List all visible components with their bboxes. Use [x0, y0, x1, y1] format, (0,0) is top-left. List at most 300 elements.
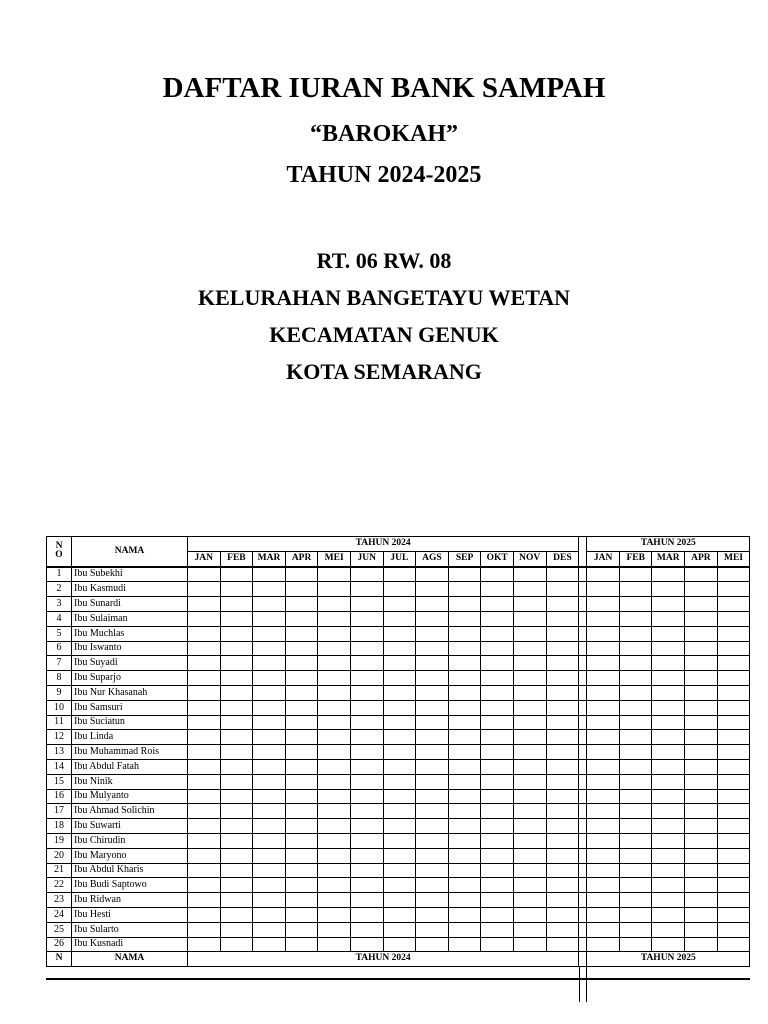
payment-cell-2025 — [652, 863, 685, 878]
payment-cell-2024 — [285, 641, 318, 656]
payment-cell-2024 — [481, 819, 514, 834]
payment-cell-2024 — [350, 582, 383, 597]
payment-cell-2024 — [416, 848, 449, 863]
payment-cell-2024 — [416, 922, 449, 937]
payment-cell-2024 — [416, 878, 449, 893]
year-separator — [579, 833, 587, 848]
payment-cell-2024 — [350, 611, 383, 626]
payment-cell-2025 — [652, 641, 685, 656]
kecamatan-line: KECAMATAN GENUK — [269, 322, 499, 347]
payment-cell-2024 — [383, 567, 416, 582]
payment-cell-2024 — [416, 715, 449, 730]
payment-cell-2024 — [383, 611, 416, 626]
member-name: Ibu Kasmudi — [72, 582, 188, 597]
header-row-groups — [47, 537, 750, 552]
payment-cell-2024 — [350, 907, 383, 922]
payment-cell-2024 — [546, 582, 579, 597]
payment-cell-2024 — [448, 848, 481, 863]
year-separator — [579, 582, 587, 597]
payment-cell-2024 — [416, 819, 449, 834]
payment-cell-2024 — [481, 893, 514, 908]
kota-line: KOTA SEMARANG — [286, 359, 482, 384]
footer-row — [47, 952, 750, 967]
payment-cell-2024 — [220, 582, 253, 597]
table-row — [47, 626, 750, 641]
payment-cell-2025 — [587, 907, 620, 922]
payment-cell-2024 — [383, 878, 416, 893]
member-name: Ibu Sulaiman — [72, 611, 188, 626]
payment-cell-2024 — [546, 715, 579, 730]
payment-cell-2024 — [416, 611, 449, 626]
payment-cell-2024 — [188, 878, 221, 893]
payment-cell-2024 — [350, 685, 383, 700]
payment-cell-2024 — [253, 582, 286, 597]
year-separator — [579, 863, 587, 878]
payment-cell-2024 — [546, 611, 579, 626]
payment-cell-2024 — [481, 582, 514, 597]
payment-cell-2025 — [717, 597, 750, 612]
payment-cell-2025 — [685, 626, 718, 641]
row-number: 6 — [47, 641, 72, 656]
payment-cell-2024 — [481, 745, 514, 760]
payment-cell-2024 — [546, 819, 579, 834]
payment-cell-2024 — [188, 789, 221, 804]
payment-cell-2024 — [513, 833, 546, 848]
payment-cell-2024 — [448, 774, 481, 789]
payment-cell-2024 — [383, 848, 416, 863]
payment-cell-2024 — [253, 715, 286, 730]
member-name: Ibu Subekhi — [72, 567, 188, 582]
payment-cell-2025 — [652, 907, 685, 922]
payment-cell-2025 — [685, 582, 718, 597]
table-row — [47, 819, 750, 834]
payment-cell-2024 — [383, 715, 416, 730]
payment-cell-2024 — [318, 671, 351, 686]
payment-cell-2024 — [253, 641, 286, 656]
payment-cell-2024 — [285, 685, 318, 700]
payment-cell-2025 — [652, 611, 685, 626]
payment-cell-2025 — [652, 819, 685, 834]
member-name: Ibu Sunardi — [72, 597, 188, 612]
payment-cell-2024 — [416, 893, 449, 908]
payment-cell-2024 — [448, 804, 481, 819]
row-number: 24 — [47, 907, 72, 922]
payment-cell-2024 — [188, 833, 221, 848]
payment-cell-2024 — [383, 863, 416, 878]
payment-cell-2025 — [619, 848, 652, 863]
payment-cell-2024 — [416, 582, 449, 597]
payment-cell-2024 — [253, 922, 286, 937]
payment-cell-2024 — [448, 759, 481, 774]
payment-cell-2025 — [619, 893, 652, 908]
year-separator — [579, 952, 587, 967]
payment-cell-2024 — [318, 656, 351, 671]
row-number: 11 — [47, 715, 72, 730]
payment-cell-2024 — [416, 907, 449, 922]
payment-cell-2024 — [285, 863, 318, 878]
payment-cell-2024 — [513, 922, 546, 937]
payment-cell-2024 — [546, 641, 579, 656]
payment-cell-2024 — [481, 848, 514, 863]
payment-cell-2024 — [546, 685, 579, 700]
payment-cell-2024 — [513, 582, 546, 597]
payment-cell-2024 — [253, 611, 286, 626]
payment-cell-2024 — [220, 819, 253, 834]
payment-cell-2024 — [513, 700, 546, 715]
member-name: Ibu Iswanto — [72, 641, 188, 656]
payment-cell-2024 — [513, 789, 546, 804]
payment-cell-2024 — [448, 833, 481, 848]
member-name: Ibu Suciatun — [72, 715, 188, 730]
payment-cell-2025 — [717, 759, 750, 774]
payment-cell-2024 — [350, 656, 383, 671]
payment-cell-2024 — [383, 774, 416, 789]
payment-cell-2025 — [587, 819, 620, 834]
payment-cell-2025 — [619, 567, 652, 582]
row-number: 23 — [47, 893, 72, 908]
payment-cell-2025 — [587, 893, 620, 908]
payment-cell-2025 — [717, 907, 750, 922]
payment-cell-2025 — [619, 789, 652, 804]
payment-cell-2024 — [481, 567, 514, 582]
payment-cell-2025 — [619, 626, 652, 641]
payment-cell-2024 — [188, 685, 221, 700]
row-number: 20 — [47, 848, 72, 863]
payment-cell-2024 — [383, 819, 416, 834]
payment-cell-2024 — [416, 863, 449, 878]
payment-cell-2025 — [685, 789, 718, 804]
table-row — [47, 685, 750, 700]
payment-cell-2024 — [481, 730, 514, 745]
payment-cell-2024 — [188, 700, 221, 715]
payment-cell-2025 — [717, 745, 750, 760]
payment-cell-2024 — [318, 878, 351, 893]
payment-cell-2025 — [619, 611, 652, 626]
payment-cell-2025 — [685, 759, 718, 774]
payment-cell-2024 — [546, 922, 579, 937]
payment-cell-2024 — [448, 700, 481, 715]
month-header-2024: AGS — [416, 551, 449, 566]
payment-cell-2024 — [318, 922, 351, 937]
payment-cell-2024 — [318, 804, 351, 819]
payment-cell-2024 — [188, 848, 221, 863]
member-name: Ibu Abdul Fatah — [72, 759, 188, 774]
payment-cell-2025 — [619, 937, 652, 952]
payment-cell-2024 — [188, 567, 221, 582]
payment-cell-2024 — [220, 789, 253, 804]
month-header-2024: APR — [285, 551, 318, 566]
payment-cell-2024 — [481, 715, 514, 730]
payment-cell-2025 — [587, 656, 620, 671]
month-header-2025: MAR — [652, 551, 685, 566]
payment-cell-2024 — [285, 730, 318, 745]
member-name: Ibu Muchlas — [72, 626, 188, 641]
payment-cell-2024 — [546, 893, 579, 908]
row-number: 5 — [47, 626, 72, 641]
table-row — [47, 878, 750, 893]
payment-cell-2025 — [717, 937, 750, 952]
table-row — [47, 833, 750, 848]
payment-cell-2024 — [383, 789, 416, 804]
year-range: TAHUN 2024-2025 — [286, 162, 482, 188]
row-number: 7 — [47, 656, 72, 671]
table-row — [47, 656, 750, 671]
row-number: 3 — [47, 597, 72, 612]
row-number: 19 — [47, 833, 72, 848]
payment-cell-2025 — [717, 626, 750, 641]
table-row — [47, 848, 750, 863]
payment-cell-2024 — [318, 611, 351, 626]
payment-cell-2025 — [619, 863, 652, 878]
payment-cell-2025 — [652, 789, 685, 804]
payment-cell-2024 — [448, 922, 481, 937]
payment-cell-2024 — [546, 626, 579, 641]
payment-cell-2024 — [285, 922, 318, 937]
payment-cell-2024 — [318, 641, 351, 656]
payment-cell-2024 — [188, 759, 221, 774]
payment-cell-2024 — [188, 819, 221, 834]
payment-cell-2024 — [481, 597, 514, 612]
payment-cell-2024 — [188, 922, 221, 937]
payment-cell-2025 — [717, 848, 750, 863]
payment-cell-2024 — [188, 863, 221, 878]
payment-cell-2025 — [717, 789, 750, 804]
payment-cell-2024 — [481, 789, 514, 804]
payment-cell-2024 — [318, 937, 351, 952]
member-name: Ibu Suwarti — [72, 819, 188, 834]
footer-2024: TAHUN 2024 — [188, 952, 579, 967]
payment-cell-2024 — [285, 567, 318, 582]
payment-cell-2025 — [587, 582, 620, 597]
payment-cell-2024 — [448, 907, 481, 922]
payment-cell-2024 — [318, 626, 351, 641]
payment-cell-2024 — [188, 937, 221, 952]
payment-cell-2025 — [685, 715, 718, 730]
row-number: 9 — [47, 685, 72, 700]
payment-cell-2024 — [383, 626, 416, 641]
separator-tail-right — [586, 966, 587, 1002]
payment-cell-2024 — [188, 715, 221, 730]
payment-cell-2024 — [318, 893, 351, 908]
payment-cell-2024 — [253, 745, 286, 760]
payment-cell-2024 — [416, 833, 449, 848]
table-row — [47, 611, 750, 626]
payment-cell-2025 — [652, 848, 685, 863]
payment-cell-2024 — [285, 774, 318, 789]
payment-cell-2025 — [685, 700, 718, 715]
payment-cell-2025 — [717, 567, 750, 582]
payment-cell-2024 — [383, 937, 416, 952]
payment-cell-2024 — [513, 907, 546, 922]
month-header-2024: MEI — [318, 551, 351, 566]
payment-cell-2025 — [587, 833, 620, 848]
table-row — [47, 863, 750, 878]
payment-cell-2024 — [513, 626, 546, 641]
row-number: 8 — [47, 671, 72, 686]
payment-cell-2024 — [513, 656, 546, 671]
table-row — [47, 789, 750, 804]
payment-cell-2024 — [285, 671, 318, 686]
payment-cell-2024 — [350, 922, 383, 937]
payment-cell-2024 — [318, 715, 351, 730]
payment-cell-2024 — [220, 685, 253, 700]
payment-cell-2024 — [220, 774, 253, 789]
payment-cell-2025 — [619, 715, 652, 730]
payment-cell-2024 — [383, 893, 416, 908]
organization-name: “BAROKAH” — [309, 121, 458, 147]
payment-cell-2024 — [448, 611, 481, 626]
payment-cell-2024 — [546, 863, 579, 878]
payment-cell-2024 — [285, 833, 318, 848]
payment-cell-2024 — [220, 656, 253, 671]
month-header-2024: OKT — [481, 551, 514, 566]
payment-cell-2024 — [285, 626, 318, 641]
payment-cell-2025 — [685, 848, 718, 863]
table-row — [47, 582, 750, 597]
payment-cell-2024 — [448, 567, 481, 582]
payment-cell-2024 — [350, 937, 383, 952]
payment-cell-2024 — [448, 937, 481, 952]
payment-cell-2024 — [285, 611, 318, 626]
payment-cell-2024 — [481, 878, 514, 893]
footer-nama: NAMA — [72, 952, 188, 967]
payment-cell-2024 — [253, 671, 286, 686]
payment-cell-2024 — [220, 922, 253, 937]
payment-cell-2025 — [652, 715, 685, 730]
payment-cell-2025 — [652, 745, 685, 760]
payment-cell-2025 — [685, 863, 718, 878]
row-number: 21 — [47, 863, 72, 878]
payment-cell-2024 — [513, 730, 546, 745]
payment-cell-2024 — [383, 907, 416, 922]
payment-cell-2024 — [318, 907, 351, 922]
month-header-2024: DES — [546, 551, 579, 566]
member-name: Ibu Suparjo — [72, 671, 188, 686]
payment-cell-2024 — [513, 804, 546, 819]
row-number: 26 — [47, 937, 72, 952]
payment-cell-2025 — [717, 922, 750, 937]
member-name: Ibu Ahmad Solichin — [72, 804, 188, 819]
payment-cell-2024 — [253, 656, 286, 671]
payment-cell-2024 — [448, 878, 481, 893]
payment-cell-2024 — [546, 878, 579, 893]
payment-cell-2024 — [220, 671, 253, 686]
payment-cell-2024 — [448, 789, 481, 804]
payment-cell-2024 — [285, 700, 318, 715]
payment-cell-2024 — [220, 907, 253, 922]
payment-cell-2024 — [546, 597, 579, 612]
payment-cell-2024 — [350, 863, 383, 878]
payment-cell-2025 — [717, 819, 750, 834]
payment-cell-2024 — [285, 893, 318, 908]
table-row — [47, 700, 750, 715]
month-header-2024: JUN — [350, 551, 383, 566]
payment-cell-2025 — [685, 804, 718, 819]
payment-cell-2024 — [350, 671, 383, 686]
payment-cell-2024 — [253, 567, 286, 582]
member-name: Ibu Linda — [72, 730, 188, 745]
dues-table — [46, 536, 750, 967]
payment-cell-2024 — [513, 685, 546, 700]
payment-cell-2024 — [253, 700, 286, 715]
payment-cell-2024 — [188, 804, 221, 819]
table-row — [47, 759, 750, 774]
payment-cell-2025 — [717, 582, 750, 597]
month-header-2025: JAN — [587, 551, 620, 566]
year-separator — [579, 922, 587, 937]
payment-cell-2024 — [383, 685, 416, 700]
payment-cell-2024 — [416, 745, 449, 760]
payment-cell-2024 — [318, 730, 351, 745]
year-separator — [579, 537, 587, 567]
payment-cell-2025 — [685, 611, 718, 626]
table-row — [47, 715, 750, 730]
year-separator — [579, 626, 587, 641]
col-header-no: N O — [47, 537, 72, 567]
payment-cell-2024 — [416, 671, 449, 686]
payment-cell-2024 — [220, 567, 253, 582]
payment-cell-2025 — [652, 671, 685, 686]
member-name: Ibu Chirudin — [72, 833, 188, 848]
payment-cell-2025 — [652, 582, 685, 597]
payment-cell-2024 — [220, 626, 253, 641]
payment-cell-2024 — [318, 833, 351, 848]
payment-cell-2025 — [619, 730, 652, 745]
payment-cell-2025 — [587, 685, 620, 700]
year-separator — [579, 656, 587, 671]
year-separator — [579, 789, 587, 804]
payment-cell-2025 — [587, 641, 620, 656]
payment-cell-2024 — [318, 848, 351, 863]
payment-cell-2025 — [652, 833, 685, 848]
payment-cell-2025 — [619, 774, 652, 789]
payment-cell-2024 — [285, 582, 318, 597]
payment-cell-2024 — [383, 582, 416, 597]
payment-cell-2024 — [513, 878, 546, 893]
payment-cell-2024 — [416, 641, 449, 656]
payment-cell-2025 — [685, 730, 718, 745]
payment-cell-2025 — [652, 774, 685, 789]
payment-cell-2024 — [448, 730, 481, 745]
payment-cell-2024 — [481, 907, 514, 922]
member-name: Ibu Sularto — [72, 922, 188, 937]
row-number: 4 — [47, 611, 72, 626]
payment-cell-2025 — [619, 878, 652, 893]
payment-cell-2024 — [350, 804, 383, 819]
year-separator — [579, 878, 587, 893]
payment-cell-2025 — [587, 597, 620, 612]
payment-cell-2024 — [481, 863, 514, 878]
payment-cell-2024 — [546, 759, 579, 774]
year-separator — [579, 937, 587, 952]
payment-cell-2024 — [318, 700, 351, 715]
member-name: Ibu Nur Khasanah — [72, 685, 188, 700]
group-header-2024: TAHUN 2024 — [188, 537, 579, 552]
payment-cell-2025 — [587, 626, 620, 641]
payment-cell-2024 — [253, 878, 286, 893]
payment-cell-2024 — [350, 700, 383, 715]
payment-cell-2025 — [717, 863, 750, 878]
row-number: 1 — [47, 567, 72, 582]
payment-cell-2024 — [220, 937, 253, 952]
payment-cell-2025 — [717, 715, 750, 730]
payment-cell-2025 — [619, 804, 652, 819]
payment-cell-2025 — [685, 567, 718, 582]
payment-cell-2024 — [350, 878, 383, 893]
payment-cell-2024 — [253, 730, 286, 745]
payment-cell-2024 — [253, 685, 286, 700]
payment-cell-2024 — [318, 685, 351, 700]
